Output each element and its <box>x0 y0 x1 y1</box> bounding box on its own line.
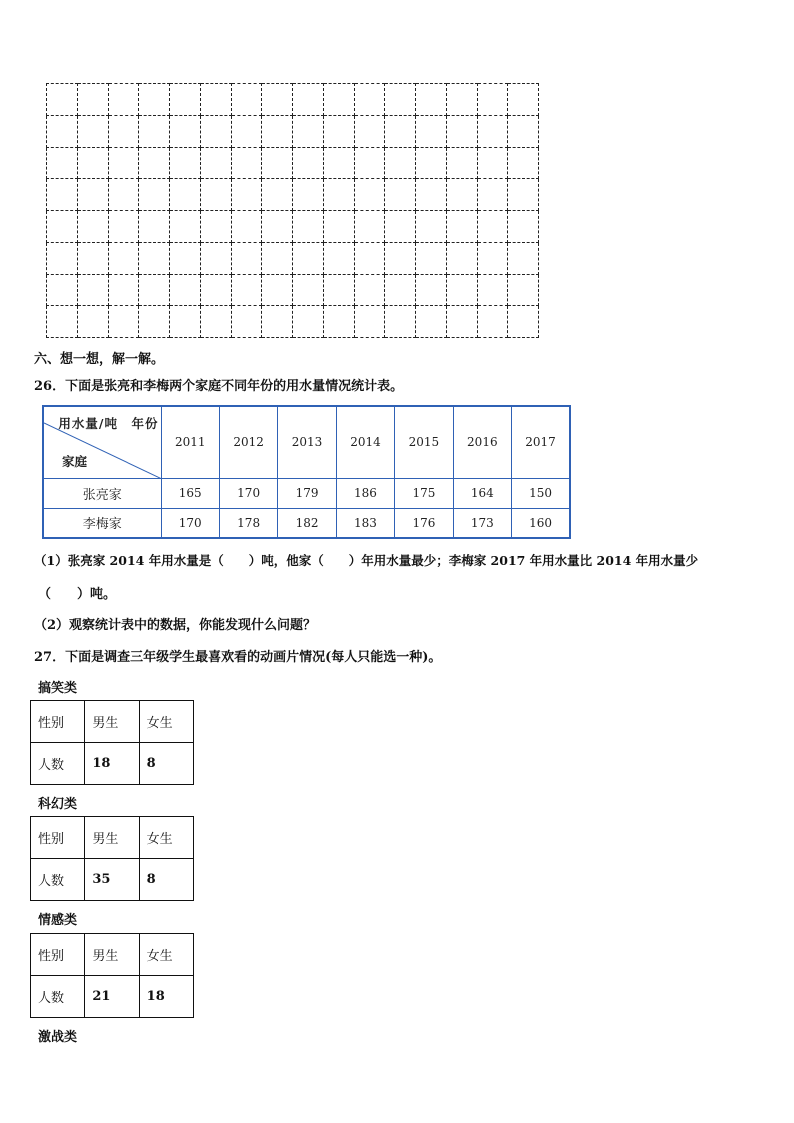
grid-cell <box>170 147 201 179</box>
table-cell: 173 <box>453 508 511 538</box>
grid-cell <box>77 179 108 211</box>
grid-cell <box>231 147 262 179</box>
grid-cell <box>293 147 324 179</box>
category-label: 情感类 <box>38 913 78 928</box>
grid-cell <box>477 306 508 338</box>
grid-cell <box>77 211 108 243</box>
girls-count: 8 <box>139 743 193 785</box>
grid-cell <box>231 306 262 338</box>
year-header: 2014 <box>336 406 394 478</box>
header-boy: 男生 <box>85 934 139 976</box>
grid-cell <box>354 84 385 116</box>
grid-row <box>47 147 539 179</box>
grid-cell <box>293 179 324 211</box>
header-count: 人数 <box>31 859 85 901</box>
grid-cell <box>170 211 201 243</box>
q26-sub1-line2: （ ）吨。 <box>38 587 117 602</box>
grid-row <box>47 115 539 147</box>
grid-cell <box>47 306 78 338</box>
grid-cell <box>139 306 170 338</box>
grid-cell <box>47 84 78 116</box>
grid-cell <box>416 306 447 338</box>
table-row <box>31 743 194 785</box>
grid-cell <box>200 147 231 179</box>
year-header: 2017 <box>512 406 570 478</box>
year-header: 2011 <box>161 406 219 478</box>
family-name: 张亮家 <box>43 478 161 508</box>
grid-cell <box>47 211 78 243</box>
grid-cell <box>139 274 170 306</box>
grid-cell <box>231 211 262 243</box>
grid-cell <box>200 84 231 116</box>
q26-sub2: （2）观察统计表中的数据，你能发现什么问题？ <box>34 618 317 633</box>
grid-cell <box>139 84 170 116</box>
grid-cell <box>446 274 477 306</box>
grid-cell <box>508 147 539 179</box>
question-26-title: 26．下面是张亮和李梅两个家庭不同年份的用水量情况统计表。 <box>34 379 404 394</box>
grid-cell <box>262 274 293 306</box>
grid-cell <box>262 115 293 147</box>
table-cell: 182 <box>278 508 336 538</box>
grid-cell <box>262 147 293 179</box>
grid-cell <box>323 147 354 179</box>
grid-cell <box>170 84 201 116</box>
grid-cell <box>416 84 447 116</box>
year-header: 2012 <box>219 406 277 478</box>
grid-cell <box>323 274 354 306</box>
girls-count: 18 <box>139 976 193 1018</box>
header-girl: 女生 <box>139 817 193 859</box>
table-row <box>43 478 570 508</box>
grid-cell <box>323 211 354 243</box>
grid-cell <box>385 115 416 147</box>
grid-cell <box>385 147 416 179</box>
grid-cell <box>323 115 354 147</box>
grid-cell <box>77 306 108 338</box>
grid-cell <box>354 147 385 179</box>
grid-cell <box>508 274 539 306</box>
table-cell: 186 <box>336 478 394 508</box>
grid-cell <box>108 179 139 211</box>
grid-cell <box>139 242 170 274</box>
grid-cell <box>508 242 539 274</box>
grid-cell <box>416 211 447 243</box>
grid-cell <box>293 274 324 306</box>
writing-grid <box>46 83 539 338</box>
grid-row <box>47 306 539 338</box>
grid-cell <box>446 211 477 243</box>
grid-cell <box>200 242 231 274</box>
grid-cell <box>446 242 477 274</box>
grid-row <box>47 274 539 306</box>
survey-table-romance <box>30 933 194 1018</box>
header-boy: 男生 <box>85 701 139 743</box>
grid-cell <box>231 115 262 147</box>
grid-cell <box>385 274 416 306</box>
grid-cell <box>231 274 262 306</box>
grid-cell <box>354 115 385 147</box>
grid-cell <box>170 274 201 306</box>
grid-cell <box>293 84 324 116</box>
table-cell: 170 <box>219 478 277 508</box>
grid-cell <box>323 179 354 211</box>
grid-cell <box>416 147 447 179</box>
table-cell: 176 <box>395 508 453 538</box>
grid-cell <box>416 242 447 274</box>
grid-cell <box>323 242 354 274</box>
table-row <box>31 701 194 743</box>
water-table-header-row <box>43 406 570 478</box>
survey-table-scifi <box>30 816 194 901</box>
grid-cell <box>385 179 416 211</box>
boys-count: 18 <box>85 743 139 785</box>
grid-cell <box>293 115 324 147</box>
header-girl: 女生 <box>139 701 193 743</box>
category-label: 激战类 <box>38 1030 78 1045</box>
header-girl: 女生 <box>139 934 193 976</box>
grid-cell <box>77 274 108 306</box>
grid-cell <box>108 147 139 179</box>
table-corner-cell <box>43 406 161 478</box>
grid-cell <box>323 84 354 116</box>
grid-cell <box>477 211 508 243</box>
grid-cell <box>262 306 293 338</box>
grid-cell <box>139 147 170 179</box>
grid-cell <box>508 84 539 116</box>
table-row <box>31 934 194 976</box>
corner-label-top: 用水量/吨 年份 <box>58 416 159 431</box>
table-cell: 165 <box>161 478 219 508</box>
grid-cell <box>200 179 231 211</box>
grid-cell <box>108 211 139 243</box>
year-header: 2016 <box>453 406 511 478</box>
grid-cell <box>262 211 293 243</box>
grid-cell <box>477 147 508 179</box>
grid-cell <box>108 242 139 274</box>
grid-cell <box>200 274 231 306</box>
grid-cell <box>200 115 231 147</box>
table-cell: 160 <box>512 508 570 538</box>
table-cell: 150 <box>512 478 570 508</box>
boys-count: 21 <box>85 976 139 1018</box>
grid-cell <box>354 274 385 306</box>
grid-cell <box>354 306 385 338</box>
table-row <box>31 976 194 1018</box>
grid-cell <box>170 242 201 274</box>
grid-cell <box>77 147 108 179</box>
grid-cell <box>477 242 508 274</box>
grid-cell <box>170 306 201 338</box>
grid-cell <box>508 211 539 243</box>
water-usage-table <box>42 405 571 539</box>
category-label: 搞笑类 <box>38 681 78 696</box>
grid-cell <box>200 211 231 243</box>
table-cell: 178 <box>219 508 277 538</box>
grid-cell <box>139 211 170 243</box>
header-gender: 性别 <box>31 817 85 859</box>
grid-cell <box>416 115 447 147</box>
grid-cell <box>108 115 139 147</box>
header-gender: 性别 <box>31 934 85 976</box>
grid-cell <box>139 115 170 147</box>
header-count: 人数 <box>31 976 85 1018</box>
grid-cell <box>170 115 201 147</box>
grid-cell <box>508 179 539 211</box>
header-boy: 男生 <box>85 817 139 859</box>
grid-cell <box>47 274 78 306</box>
boys-count: 35 <box>85 859 139 901</box>
question-27-title: 27．下面是调查三年级学生最喜欢看的动画片情况(每人只能选一种)。 <box>34 650 442 665</box>
grid-cell <box>385 211 416 243</box>
grid-cell <box>446 179 477 211</box>
q26-sub1-line1: （1）张亮家 2014 年用水量是（ ）吨，他家（ ）年用水量最少；李梅家 2017 年用水量比 2014 年用水量少 <box>34 553 699 568</box>
grid-cell <box>108 84 139 116</box>
header-gender: 性别 <box>31 701 85 743</box>
grid-cell <box>47 242 78 274</box>
grid-cell <box>416 179 447 211</box>
grid-cell <box>385 84 416 116</box>
grid-cell <box>323 306 354 338</box>
table-cell: 164 <box>453 478 511 508</box>
survey-table-comedy <box>30 700 194 785</box>
grid-cell <box>139 179 170 211</box>
grid-cell <box>231 179 262 211</box>
family-name: 李梅家 <box>43 508 161 538</box>
grid-cell <box>170 179 201 211</box>
grid-cell <box>477 115 508 147</box>
category-label: 科幻类 <box>38 797 78 812</box>
grid-cell <box>262 179 293 211</box>
grid-cell <box>477 274 508 306</box>
grid-cell <box>446 306 477 338</box>
table-cell: 170 <box>161 508 219 538</box>
grid-row <box>47 179 539 211</box>
grid-cell <box>108 274 139 306</box>
grid-cell <box>293 306 324 338</box>
grid-row <box>47 242 539 274</box>
grid-cell <box>446 115 477 147</box>
year-header: 2015 <box>395 406 453 478</box>
grid-cell <box>508 115 539 147</box>
grid-cell <box>47 179 78 211</box>
grid-cell <box>262 242 293 274</box>
grid-cell <box>47 115 78 147</box>
table-cell: 183 <box>336 508 394 538</box>
grid-cell <box>446 84 477 116</box>
grid-cell <box>477 179 508 211</box>
grid-cell <box>354 211 385 243</box>
girls-count: 8 <box>139 859 193 901</box>
grid-cell <box>293 211 324 243</box>
grid-cell <box>477 84 508 116</box>
table-cell: 179 <box>278 478 336 508</box>
grid-cell <box>354 179 385 211</box>
year-header: 2013 <box>278 406 336 478</box>
section-6-title: 六、想一想，解一解。 <box>34 352 165 367</box>
grid-cell <box>293 242 324 274</box>
grid-cell <box>200 306 231 338</box>
grid-cell <box>108 306 139 338</box>
grid-row <box>47 211 539 243</box>
table-row <box>43 508 570 538</box>
grid-cell <box>508 306 539 338</box>
grid-cell <box>47 147 78 179</box>
corner-label-bottom: 家庭 <box>62 453 88 469</box>
grid-cell <box>231 84 262 116</box>
table-cell: 175 <box>395 478 453 508</box>
grid-cell <box>77 115 108 147</box>
grid-cell <box>77 242 108 274</box>
header-count: 人数 <box>31 743 85 785</box>
grid-row <box>47 84 539 116</box>
table-row <box>31 817 194 859</box>
grid-cell <box>385 306 416 338</box>
grid-cell <box>416 274 447 306</box>
grid-cell <box>446 147 477 179</box>
grid-cell <box>77 84 108 116</box>
grid-cell <box>385 242 416 274</box>
grid-cell <box>354 242 385 274</box>
grid-cell <box>262 84 293 116</box>
grid-cell <box>231 242 262 274</box>
table-row <box>31 859 194 901</box>
